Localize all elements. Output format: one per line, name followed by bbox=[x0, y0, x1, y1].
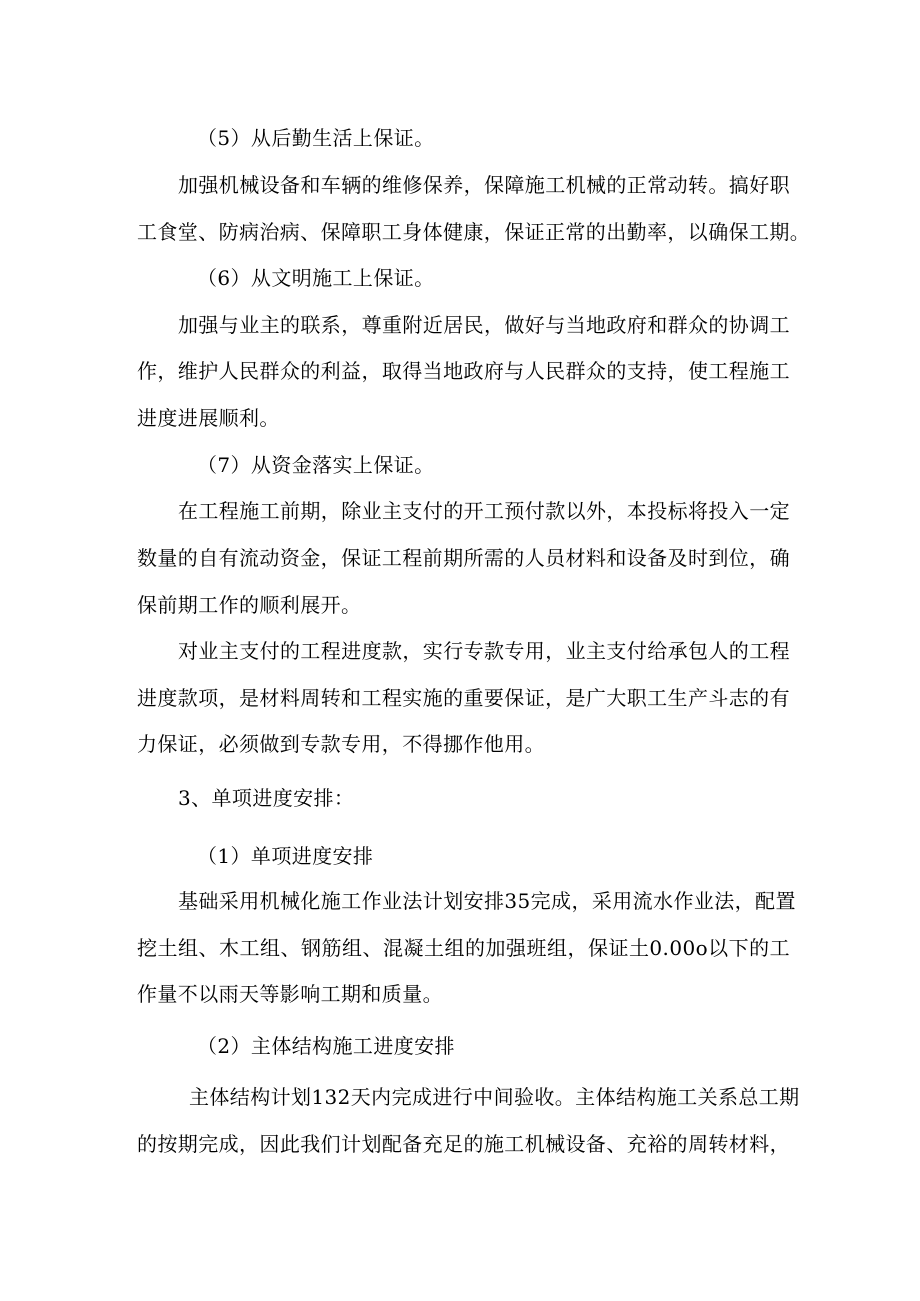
subheading-6: （6）从文明施工上保证。 bbox=[197, 266, 435, 290]
paragraph-line: 工食堂、防病治病、保障职工身体健康，保证正常的出勤率，以确保工期。 bbox=[137, 220, 811, 244]
paragraph-line: 作量不以雨天等影响工期和质量。 bbox=[137, 982, 443, 1006]
paragraph-line: 基础采用机械化施工作业法计划安排35完成，采用流水作业法，配置 bbox=[178, 889, 796, 913]
subheading-2: （2）主体结构施工进度安排 bbox=[197, 1034, 455, 1058]
paragraph-line: 进度款项，是材料周转和工程实施的重要保证，是广大职工生产斗志的有 bbox=[137, 686, 790, 710]
paragraph-line: 作，维护人民群众的利益，取得当地政府与人民群众的支持，使工程施工 bbox=[137, 359, 790, 383]
paragraph-line: 保前期工作的顺利展开。 bbox=[137, 593, 362, 617]
paragraph-line: 力保证，必须做到专款专用，不得挪作他用。 bbox=[137, 732, 545, 756]
paragraph-line: 加强与业主的联系，尊重附近居民，做好与当地政府和群众的协调工 bbox=[178, 313, 790, 337]
paragraph-line: 主体结构计划132天内完成进行中间验收。主体结构施工关系总工期 bbox=[189, 1085, 800, 1109]
paragraph-line: 进度进展顺利。 bbox=[137, 406, 280, 430]
paragraph-line: 在工程施工前期，除业主支付的开工预付款以外，本投标将投入一定 bbox=[178, 499, 790, 523]
subheading-1: （1）单项进度安排 bbox=[197, 844, 374, 868]
subheading-5: （5）从后勤生活上保证。 bbox=[197, 126, 435, 150]
subheading-7: （7）从资金落实上保证。 bbox=[197, 453, 435, 477]
paragraph-line: 加强机械设备和车辆的维修保养，保障施工机械的正常动转。搞好职 bbox=[178, 173, 790, 197]
paragraph-line: 挖土组、木工组、钢筋组、混凝土组的加强班组，保证土0.00o以下的工 bbox=[137, 936, 790, 960]
paragraph-line: 对业主支付的工程进度款，实行专款专用，业主支付给承包人的工程 bbox=[178, 639, 790, 663]
section-heading: 3、单项进度安排： bbox=[178, 786, 355, 810]
paragraph-line: 数量的自有流动资金，保证工程前期所需的人员材料和设备及时到位，确 bbox=[137, 546, 790, 570]
paragraph-line: 的按期完成，因此我们计划配备充足的施工机械设备、充裕的周转材料， bbox=[137, 1132, 790, 1156]
